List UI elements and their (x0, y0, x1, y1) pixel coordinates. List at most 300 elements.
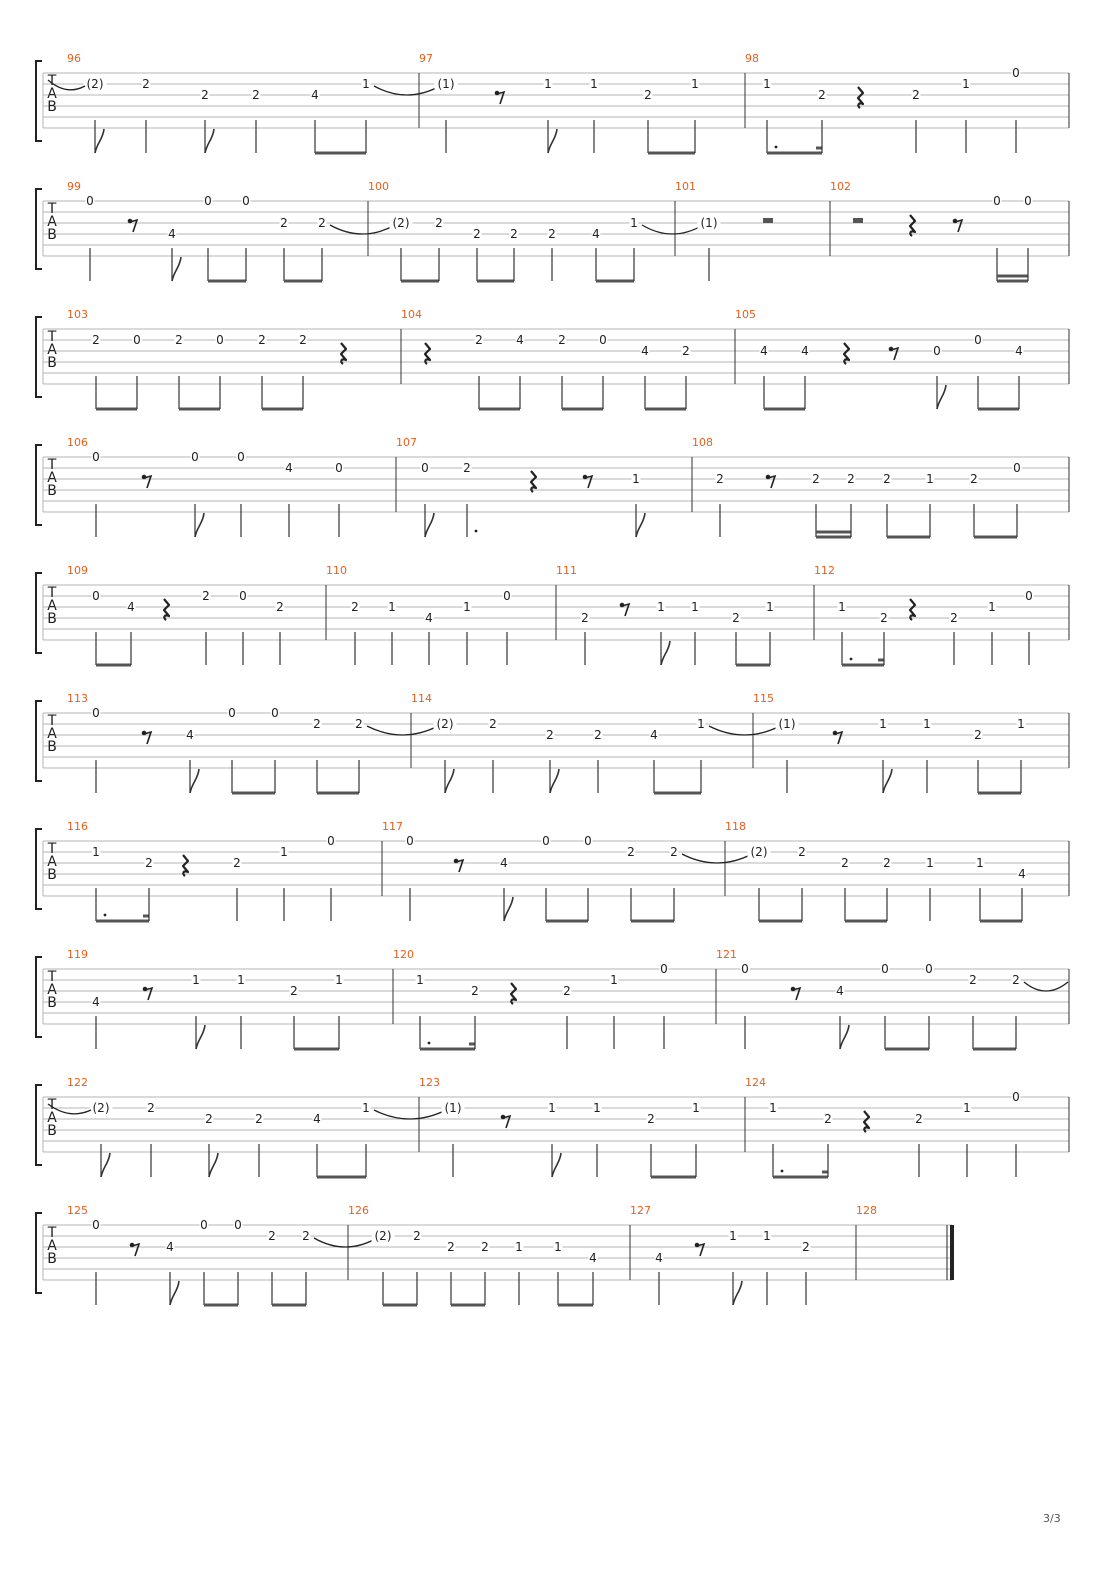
fret-number: 0 (335, 461, 343, 475)
rhythm-dot (428, 1042, 431, 1045)
eighth-rest-stroke (768, 476, 775, 488)
fret-number: 1 (763, 1229, 771, 1243)
fret-number: 2 (92, 333, 100, 347)
fret-number: (2) (374, 1229, 392, 1243)
quarter-rest (341, 343, 346, 364)
fret-number: 2 (594, 728, 602, 742)
fret-number: 2 (233, 856, 241, 870)
staff-system-6 (36, 692, 1069, 793)
measure-number: 125 (67, 1204, 88, 1217)
eighth-rest-stroke (132, 1244, 139, 1256)
rhythm-dot (781, 1170, 784, 1173)
staff-system-9 (36, 1076, 1069, 1177)
fret-number: 4 (186, 728, 194, 742)
fret-number: 0 (542, 834, 550, 848)
staff-system-10 (36, 1204, 952, 1305)
fret-number: 4 (641, 344, 649, 358)
fret-number: 0 (599, 333, 607, 347)
measure-number: 107 (396, 436, 417, 449)
tab-clef-letter: B (47, 739, 57, 755)
measure-number: 100 (368, 180, 389, 193)
tie-arc (330, 225, 395, 234)
fret-number: 1 (926, 472, 934, 486)
fret-number: 2 (818, 88, 826, 102)
fret-number: 0 (660, 962, 668, 976)
measure-number: 98 (745, 52, 759, 65)
fret-number: (2) (86, 77, 104, 91)
tab-clef-letter: A (47, 854, 57, 870)
fret-number: 0 (242, 194, 250, 208)
rhythm-dot (104, 914, 107, 917)
tab-clef-letter: A (47, 214, 57, 230)
measure-number: 116 (67, 820, 88, 833)
fret-number: 1 (590, 77, 598, 91)
tab-clef-letter: T (47, 329, 57, 345)
eighth-flag (95, 129, 104, 153)
system-bracket (36, 573, 42, 653)
fret-number: 2 (318, 216, 326, 230)
fret-number: 2 (202, 589, 210, 603)
system-bracket (36, 1085, 42, 1165)
eighth-rest-stroke (835, 732, 842, 744)
fret-number: 0 (993, 194, 1001, 208)
fret-number: 0 (133, 333, 141, 347)
fret-number: 0 (191, 450, 199, 464)
fret-number: 2 (883, 472, 891, 486)
fret-number: 2 (355, 717, 363, 731)
eighth-rest-stroke (497, 92, 504, 104)
measure-number: 122 (67, 1076, 88, 1089)
tab-clef-letter: A (47, 982, 57, 998)
measure-number: 99 (67, 180, 81, 193)
fret-number: 2 (558, 333, 566, 347)
fret-number: 1 (237, 973, 245, 987)
measure-number: 113 (67, 692, 88, 705)
staff-system-1 (36, 52, 1069, 153)
fret-number: 4 (650, 728, 658, 742)
system-bracket (36, 1213, 42, 1293)
fret-number: (1) (444, 1101, 462, 1115)
measure-number: 128 (856, 1204, 877, 1217)
fret-number: 2 (175, 333, 183, 347)
eighth-rest-stroke (697, 1244, 704, 1256)
fret-number: 1 (697, 717, 705, 731)
fret-number: 0 (925, 962, 933, 976)
fret-number: 2 (950, 611, 958, 625)
fret-number: 0 (92, 706, 100, 720)
fret-number: 4 (516, 333, 524, 347)
eighth-flag (195, 513, 204, 537)
quarter-rest (425, 343, 430, 364)
tab-clef-letter: T (47, 73, 57, 89)
fret-number: 1 (976, 856, 984, 870)
fret-number: 2 (563, 984, 571, 998)
fret-number: 4 (313, 1112, 321, 1126)
fret-number: (2) (92, 1101, 110, 1115)
fret-number: 2 (847, 472, 855, 486)
fret-number: 1 (879, 717, 887, 731)
quarter-rest (910, 599, 915, 620)
eighth-flag (172, 257, 181, 281)
half-rest (763, 218, 773, 223)
fret-number: 2 (481, 1240, 489, 1254)
fret-number: 0 (239, 589, 247, 603)
fret-number: 1 (1017, 717, 1025, 731)
staff-system-3 (36, 308, 1069, 409)
fret-number: 4 (801, 344, 809, 358)
fret-number: 2 (970, 472, 978, 486)
system-bracket (36, 829, 42, 909)
measure-number: 103 (67, 308, 88, 321)
eighth-flag (937, 385, 946, 409)
fret-number: 2 (546, 728, 554, 742)
fret-number: 0 (92, 1218, 100, 1232)
measure-number: 124 (745, 1076, 766, 1089)
tab-clef-letter: T (47, 457, 57, 473)
eighth-rest-stroke (793, 988, 800, 1000)
fret-number: 4 (592, 227, 600, 241)
quarter-rest (864, 1111, 869, 1132)
tab-clef-letter: A (47, 86, 57, 102)
fret-number: 4 (655, 1251, 663, 1265)
tab-clef-letter: B (47, 483, 57, 499)
fret-number: 1 (691, 600, 699, 614)
fret-number: 1 (838, 600, 846, 614)
tab-clef-letter: T (47, 1225, 57, 1241)
fret-number: 4 (589, 1251, 597, 1265)
fret-number: 2 (435, 216, 443, 230)
eighth-flag (661, 641, 670, 665)
fret-number: 4 (760, 344, 768, 358)
measure-number: 126 (348, 1204, 369, 1217)
fret-number: 2 (280, 216, 288, 230)
eighth-rest-stroke (622, 604, 629, 616)
fret-number: 2 (475, 333, 483, 347)
fret-number: 2 (413, 1229, 421, 1243)
tab-clef-letter: B (47, 611, 57, 627)
fret-number: (2) (750, 845, 768, 859)
fret-number: 2 (682, 344, 690, 358)
fret-number: 2 (627, 845, 635, 859)
staff-system-2 (36, 180, 1069, 281)
eighth-rest-stroke (891, 348, 898, 360)
measure-number: 127 (630, 1204, 651, 1217)
fret-number: (2) (392, 216, 410, 230)
fret-number: 2 (258, 333, 266, 347)
fret-number: 1 (692, 1101, 700, 1115)
fret-number: 2 (670, 845, 678, 859)
tie-arc (367, 726, 438, 735)
eighth-flag (504, 897, 513, 921)
eighth-rest-stroke (955, 220, 962, 232)
measure-number: 112 (814, 564, 835, 577)
tab-clef-letter: T (47, 713, 57, 729)
measure-number: 105 (735, 308, 756, 321)
fret-number: 1 (335, 973, 343, 987)
eighth-flag (205, 129, 214, 153)
measure-number: 120 (393, 948, 414, 961)
fret-number: 2 (268, 1229, 276, 1243)
tab-clef-letter: A (47, 726, 57, 742)
fret-number: 2 (644, 88, 652, 102)
tab-clef-letter: T (47, 585, 57, 601)
eighth-flag (550, 769, 559, 793)
tab-clef-letter: A (47, 342, 57, 358)
fret-number: (1) (778, 717, 796, 731)
fret-number: 2 (205, 1112, 213, 1126)
fret-number: 2 (732, 611, 740, 625)
fret-number: 1 (280, 845, 288, 859)
fret-number: 1 (923, 717, 931, 731)
eighth-flag (445, 769, 454, 793)
tab-clef-letter: T (47, 1097, 57, 1113)
eighth-flag (170, 1281, 179, 1305)
tie-arc (709, 726, 780, 735)
measure-number: 119 (67, 948, 88, 961)
fret-number: 2 (302, 1229, 310, 1243)
fret-number: 0 (974, 333, 982, 347)
fret-number: 2 (463, 461, 471, 475)
fret-number: 2 (581, 611, 589, 625)
measure-number: 108 (692, 436, 713, 449)
fret-number: 4 (92, 995, 100, 1009)
fret-number: 2 (142, 77, 150, 91)
fret-number: 2 (915, 1112, 923, 1126)
fret-number: 2 (716, 472, 724, 486)
fret-number: 0 (271, 706, 279, 720)
fret-number: 1 (630, 216, 638, 230)
measure-number: 109 (67, 564, 88, 577)
quarter-rest (164, 599, 169, 620)
fret-number: 1 (988, 600, 996, 614)
system-bracket (36, 957, 42, 1037)
measure-number: 104 (401, 308, 422, 321)
tab-clef-letter: B (47, 355, 57, 371)
fret-number: 2 (912, 88, 920, 102)
tie-arc (314, 1238, 377, 1247)
quarter-rest (910, 215, 915, 236)
fret-number: 2 (841, 856, 849, 870)
tab-clef-letter: A (47, 470, 57, 486)
quarter-rest (844, 343, 849, 364)
fret-number: 2 (255, 1112, 263, 1126)
measure-number: 96 (67, 52, 81, 65)
fret-number: 1 (515, 1240, 523, 1254)
fret-number: 1 (416, 973, 424, 987)
fret-number: 0 (234, 1218, 242, 1232)
fret-number: 0 (228, 706, 236, 720)
eighth-rest-stroke (145, 988, 152, 1000)
tab-clef-letter: A (47, 1238, 57, 1254)
fret-number: 2 (299, 333, 307, 347)
tab-clef-letter: B (47, 99, 57, 115)
staff-system-4 (36, 436, 1069, 537)
fret-number: 2 (489, 717, 497, 731)
tie-arc (374, 1110, 446, 1119)
fret-number: 0 (741, 962, 749, 976)
tab-clef-letter: B (47, 995, 57, 1011)
tie-arc (1024, 982, 1068, 991)
eighth-flag (190, 769, 199, 793)
page-number: 3/3 (1043, 1512, 1061, 1525)
fret-number: 4 (127, 600, 135, 614)
fret-number: 2 (447, 1240, 455, 1254)
quarter-rest (858, 87, 863, 108)
eighth-flag (636, 513, 645, 537)
tab-clef-letter: T (47, 841, 57, 857)
fret-number: 2 (1012, 973, 1020, 987)
measure-number: 110 (326, 564, 347, 577)
fret-number: 2 (548, 227, 556, 241)
measure-number: 106 (67, 436, 88, 449)
fret-number: 0 (1013, 461, 1021, 475)
eighth-flag (733, 1281, 742, 1305)
eighth-flag (840, 1025, 849, 1049)
eighth-rest-stroke (130, 220, 137, 232)
fret-number: 2 (313, 717, 321, 731)
fret-number: 2 (812, 472, 820, 486)
eighth-flag (101, 1153, 110, 1177)
eighth-rest-stroke (456, 860, 463, 872)
fret-number: 4 (1015, 344, 1023, 358)
measure-number: 117 (382, 820, 403, 833)
rhythm-dot (475, 530, 478, 533)
system-bracket (36, 445, 42, 525)
rhythm-dot (775, 146, 778, 149)
system-bracket (36, 701, 42, 781)
fret-number: 4 (166, 1240, 174, 1254)
fret-number: 2 (969, 973, 977, 987)
fret-number: 1 (769, 1101, 777, 1115)
fret-number: 0 (200, 1218, 208, 1232)
fret-number: 1 (610, 973, 618, 987)
measure-number: 115 (753, 692, 774, 705)
fret-number: 2 (473, 227, 481, 241)
fret-number: 1 (388, 600, 396, 614)
fret-number: 4 (1018, 867, 1026, 881)
system-bracket (36, 189, 42, 269)
fret-number: 1 (362, 1101, 370, 1115)
measure-number: 97 (419, 52, 433, 65)
fret-number: 2 (145, 856, 153, 870)
staff-system-5 (36, 564, 1069, 665)
fret-number: 1 (729, 1229, 737, 1243)
tab-clef-letter: A (47, 1110, 57, 1126)
fret-number: 1 (463, 600, 471, 614)
measure-number: 121 (716, 948, 737, 961)
fret-number: 1 (548, 1101, 556, 1115)
fret-number: 0 (1025, 589, 1033, 603)
measure-number: 123 (419, 1076, 440, 1089)
fret-number: 4 (168, 227, 176, 241)
fret-number: 0 (1012, 66, 1020, 80)
measure-number: 102 (830, 180, 851, 193)
fret-number: (1) (700, 216, 718, 230)
eighth-flag (425, 513, 434, 537)
tab-clef-letter: B (47, 227, 57, 243)
tab-clef-letter: T (47, 969, 57, 985)
measure-number: 118 (725, 820, 746, 833)
fret-number: (2) (436, 717, 454, 731)
fret-number: 0 (92, 450, 100, 464)
fret-number: 1 (962, 77, 970, 91)
fret-number: 2 (201, 88, 209, 102)
quarter-rest (531, 471, 536, 492)
fret-number: 0 (327, 834, 335, 848)
fret-number: 2 (276, 600, 284, 614)
fret-number: 1 (192, 973, 200, 987)
fret-number: 0 (421, 461, 429, 475)
fret-number: 0 (216, 333, 224, 347)
quarter-rest (183, 855, 188, 876)
rhythm-dot (850, 658, 853, 661)
tab-clef-letter: B (47, 1251, 57, 1267)
fret-number: 0 (204, 194, 212, 208)
fret-number: 2 (471, 984, 479, 998)
eighth-flag (883, 769, 892, 793)
fret-number: 2 (252, 88, 260, 102)
system-bracket (36, 61, 42, 141)
eighth-rest-stroke (585, 476, 592, 488)
fret-number: 2 (883, 856, 891, 870)
fret-number: 2 (824, 1112, 832, 1126)
eighth-flag (548, 129, 557, 153)
fret-number: 0 (86, 194, 94, 208)
fret-number: 0 (1024, 194, 1032, 208)
fret-number: 2 (510, 227, 518, 241)
tie-arc (642, 225, 703, 234)
fret-number: 0 (237, 450, 245, 464)
fret-number: 0 (1012, 1090, 1020, 1104)
fret-number: 2 (290, 984, 298, 998)
fret-number: 1 (691, 77, 699, 91)
staff-system-8 (36, 948, 1069, 1049)
quarter-rest (511, 983, 516, 1004)
fret-number: 1 (544, 77, 552, 91)
fret-number: 1 (963, 1101, 971, 1115)
half-rest (853, 218, 863, 223)
fret-number: 1 (926, 856, 934, 870)
fret-number: 4 (311, 88, 319, 102)
fret-number: 2 (974, 728, 982, 742)
tie-arc (682, 854, 752, 863)
fret-number: (1) (437, 77, 455, 91)
fret-number: 1 (766, 600, 774, 614)
fret-number: 1 (763, 77, 771, 91)
measure-number: 101 (675, 180, 696, 193)
fret-number: 2 (647, 1112, 655, 1126)
fret-number: 1 (362, 77, 370, 91)
fret-number: 2 (880, 611, 888, 625)
fret-number: 1 (92, 845, 100, 859)
fret-number: 4 (836, 984, 844, 998)
system-bracket (36, 317, 42, 397)
tab-clef-letter: B (47, 867, 57, 883)
eighth-flag (196, 1025, 205, 1049)
measure-number: 114 (411, 692, 432, 705)
fret-number: 4 (285, 461, 293, 475)
tie-arc (374, 86, 440, 95)
fret-number: 2 (798, 845, 806, 859)
fret-number: 0 (503, 589, 511, 603)
staff-system-7 (36, 820, 1069, 921)
eighth-flag (552, 1153, 561, 1177)
fret-number: 2 (351, 600, 359, 614)
fret-number: 2 (147, 1101, 155, 1115)
fret-number: 1 (657, 600, 665, 614)
fret-number: 4 (425, 611, 433, 625)
measure-number: 111 (556, 564, 577, 577)
